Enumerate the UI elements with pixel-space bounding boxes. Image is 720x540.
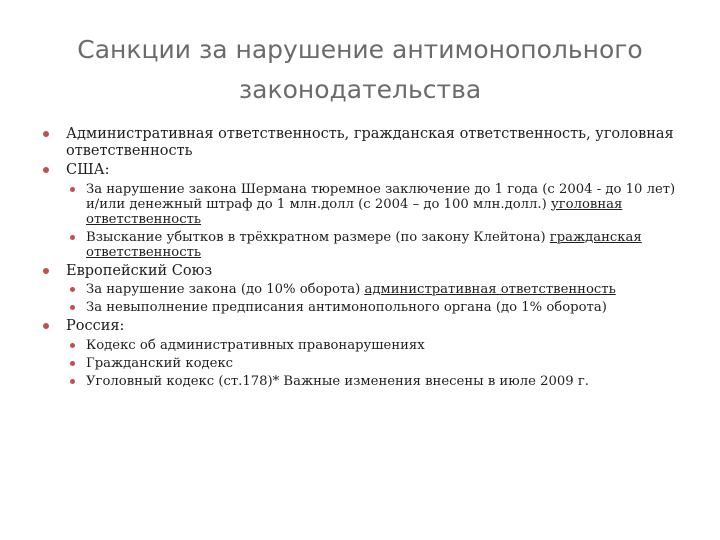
list-item bbox=[40, 263, 690, 280]
bullet-icon bbox=[43, 167, 49, 173]
slide-title bbox=[40, 30, 680, 110]
sub-item-underlined: административная ответственность bbox=[364, 282, 616, 297]
title-line-1: Санкции за нарушение антимонопольного bbox=[77, 35, 643, 64]
sub-list-item bbox=[40, 338, 690, 353]
list-item-text: Европейский Союз bbox=[66, 262, 213, 279]
bullet-icon bbox=[70, 379, 75, 384]
list-item-text: Административная ответственность, гражданская ответственность, уголовная ответственность bbox=[66, 126, 674, 159]
bullet-list bbox=[40, 126, 690, 392]
list-item bbox=[40, 318, 690, 335]
sub-item-text: За нарушение закона (до 10% оборота) bbox=[86, 282, 365, 297]
sub-item-text: Взыскание убытков в трёхкратном размере (по закону Клейтона) bbox=[86, 229, 550, 245]
sub-item-text: Гражданский кодекс bbox=[86, 355, 234, 371]
bullet-icon bbox=[70, 305, 75, 310]
sub-item-text: Кодекс об административных правонарушениях bbox=[86, 337, 425, 353]
sub-list-item bbox=[40, 300, 690, 315]
sub-item-underlined: уголовная ответственность bbox=[86, 196, 623, 227]
list-item-text: Россия: bbox=[66, 318, 125, 334]
bullet-icon bbox=[70, 287, 75, 292]
list-item bbox=[40, 126, 690, 159]
sub-list-item bbox=[40, 356, 690, 371]
bullet-icon bbox=[70, 361, 75, 366]
sub-item-text: За нарушение закона Шермана тюремное заключение до 1 года (с 2004 - до 10 лет) и/или денежный штраф до 1 млн.долл (с 2004 – до 100 млн.долл.) bbox=[86, 181, 676, 212]
sub-item-underlined: гражданская ответственность bbox=[86, 229, 642, 260]
sub-item-text: Уголовный кодекс (ст.178)* Важные изменения внесены в июле 2009 г. bbox=[86, 373, 589, 389]
list-item bbox=[40, 162, 690, 179]
bullet-icon bbox=[43, 131, 49, 137]
sub-item-text: За невыполнение предписания антимонопольного органа (до 1% оборота) bbox=[86, 300, 607, 315]
bullet-icon bbox=[70, 187, 75, 192]
list-item-text: США: bbox=[66, 162, 110, 178]
bullet-icon bbox=[43, 268, 49, 274]
sub-list-item bbox=[40, 282, 690, 297]
bullet-icon bbox=[70, 343, 75, 348]
sub-list-item bbox=[40, 374, 690, 389]
bullet-icon bbox=[70, 235, 75, 240]
title-line-2: законодательства bbox=[238, 75, 482, 104]
sub-list-item bbox=[40, 230, 690, 260]
sub-list-item bbox=[40, 182, 690, 227]
bullet-icon bbox=[43, 323, 49, 329]
